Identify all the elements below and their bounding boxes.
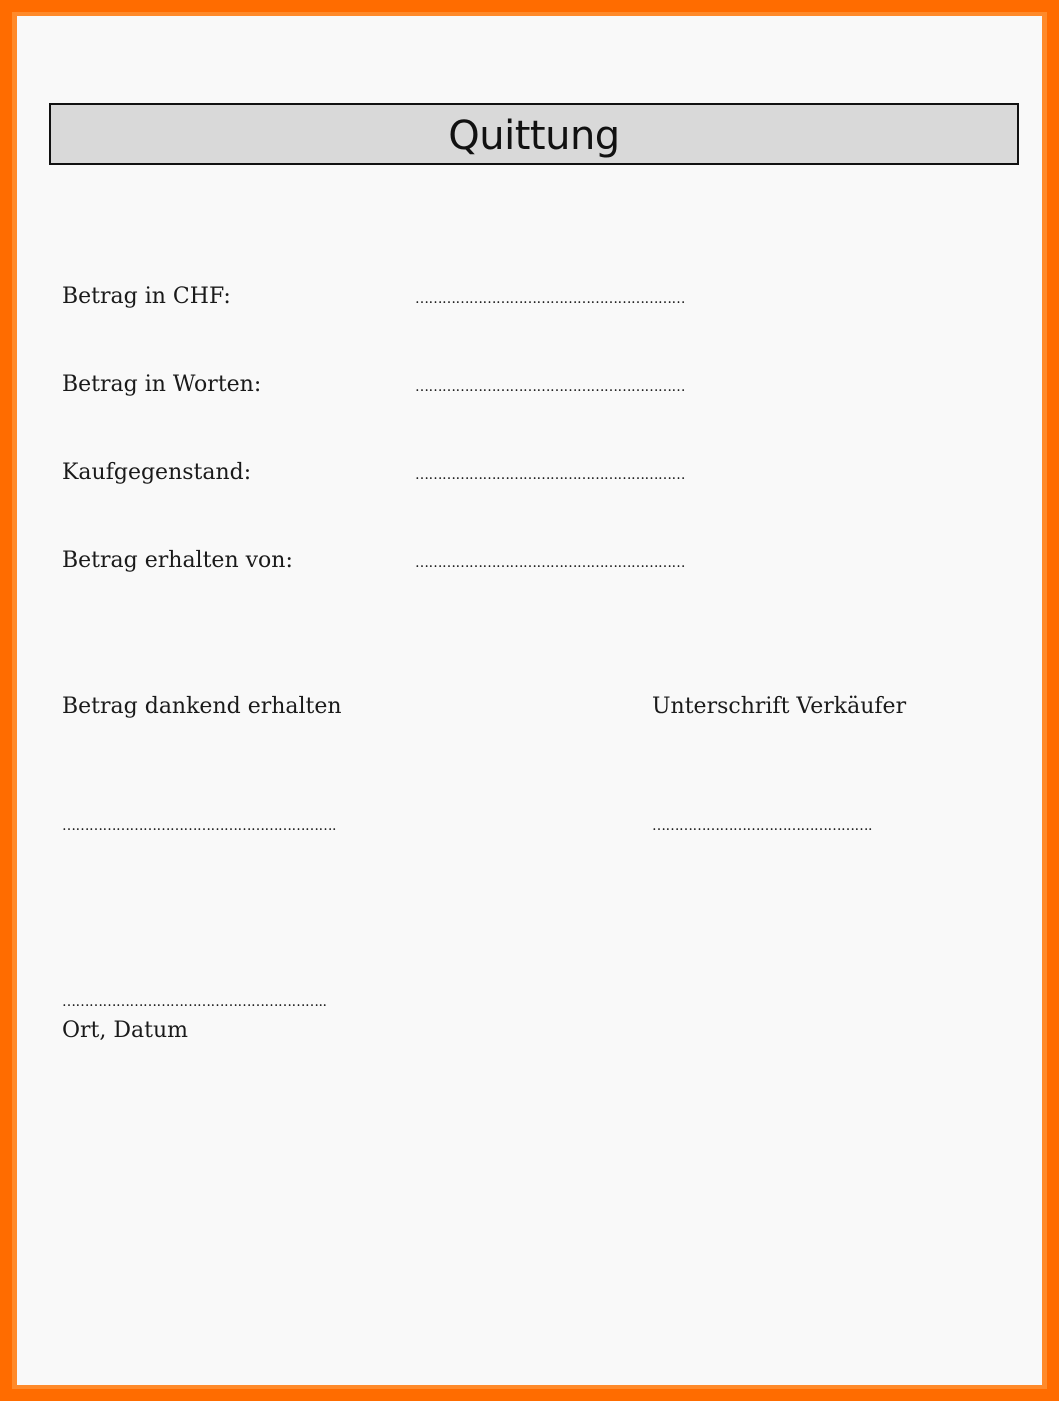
received-thankfully-label: Betrag dankend erhalten — [62, 694, 342, 719]
place-date-label: Ort, Datum — [62, 1018, 189, 1043]
field-line-item: …………………………………………………… — [415, 468, 685, 482]
seller-signature-label: Unterschrift Verkäufer — [652, 694, 907, 719]
field-line-amount-chf: …………………………………………………… — [415, 292, 685, 306]
field-label-received-from: Betrag erhalten von: — [62, 548, 293, 573]
title-banner — [49, 103, 1019, 165]
seller-signature-line: …………………………………………. — [652, 819, 872, 833]
document-title: Quittung — [448, 113, 620, 159]
field-label-item: Kaufgegenstand: — [62, 460, 252, 485]
field-line-amount-words: …………………………………………………… — [415, 380, 685, 394]
document-page — [17, 16, 1042, 1385]
field-label-amount-words: Betrag in Worten: — [62, 372, 262, 397]
field-label-amount-chf: Betrag in CHF: — [62, 284, 231, 309]
recipient-signature-line: ……………………………………………………. — [62, 819, 336, 833]
field-line-received-from: …………………………………………………… — [415, 556, 685, 570]
place-date-line: ………………………………………………….. — [62, 995, 327, 1009]
